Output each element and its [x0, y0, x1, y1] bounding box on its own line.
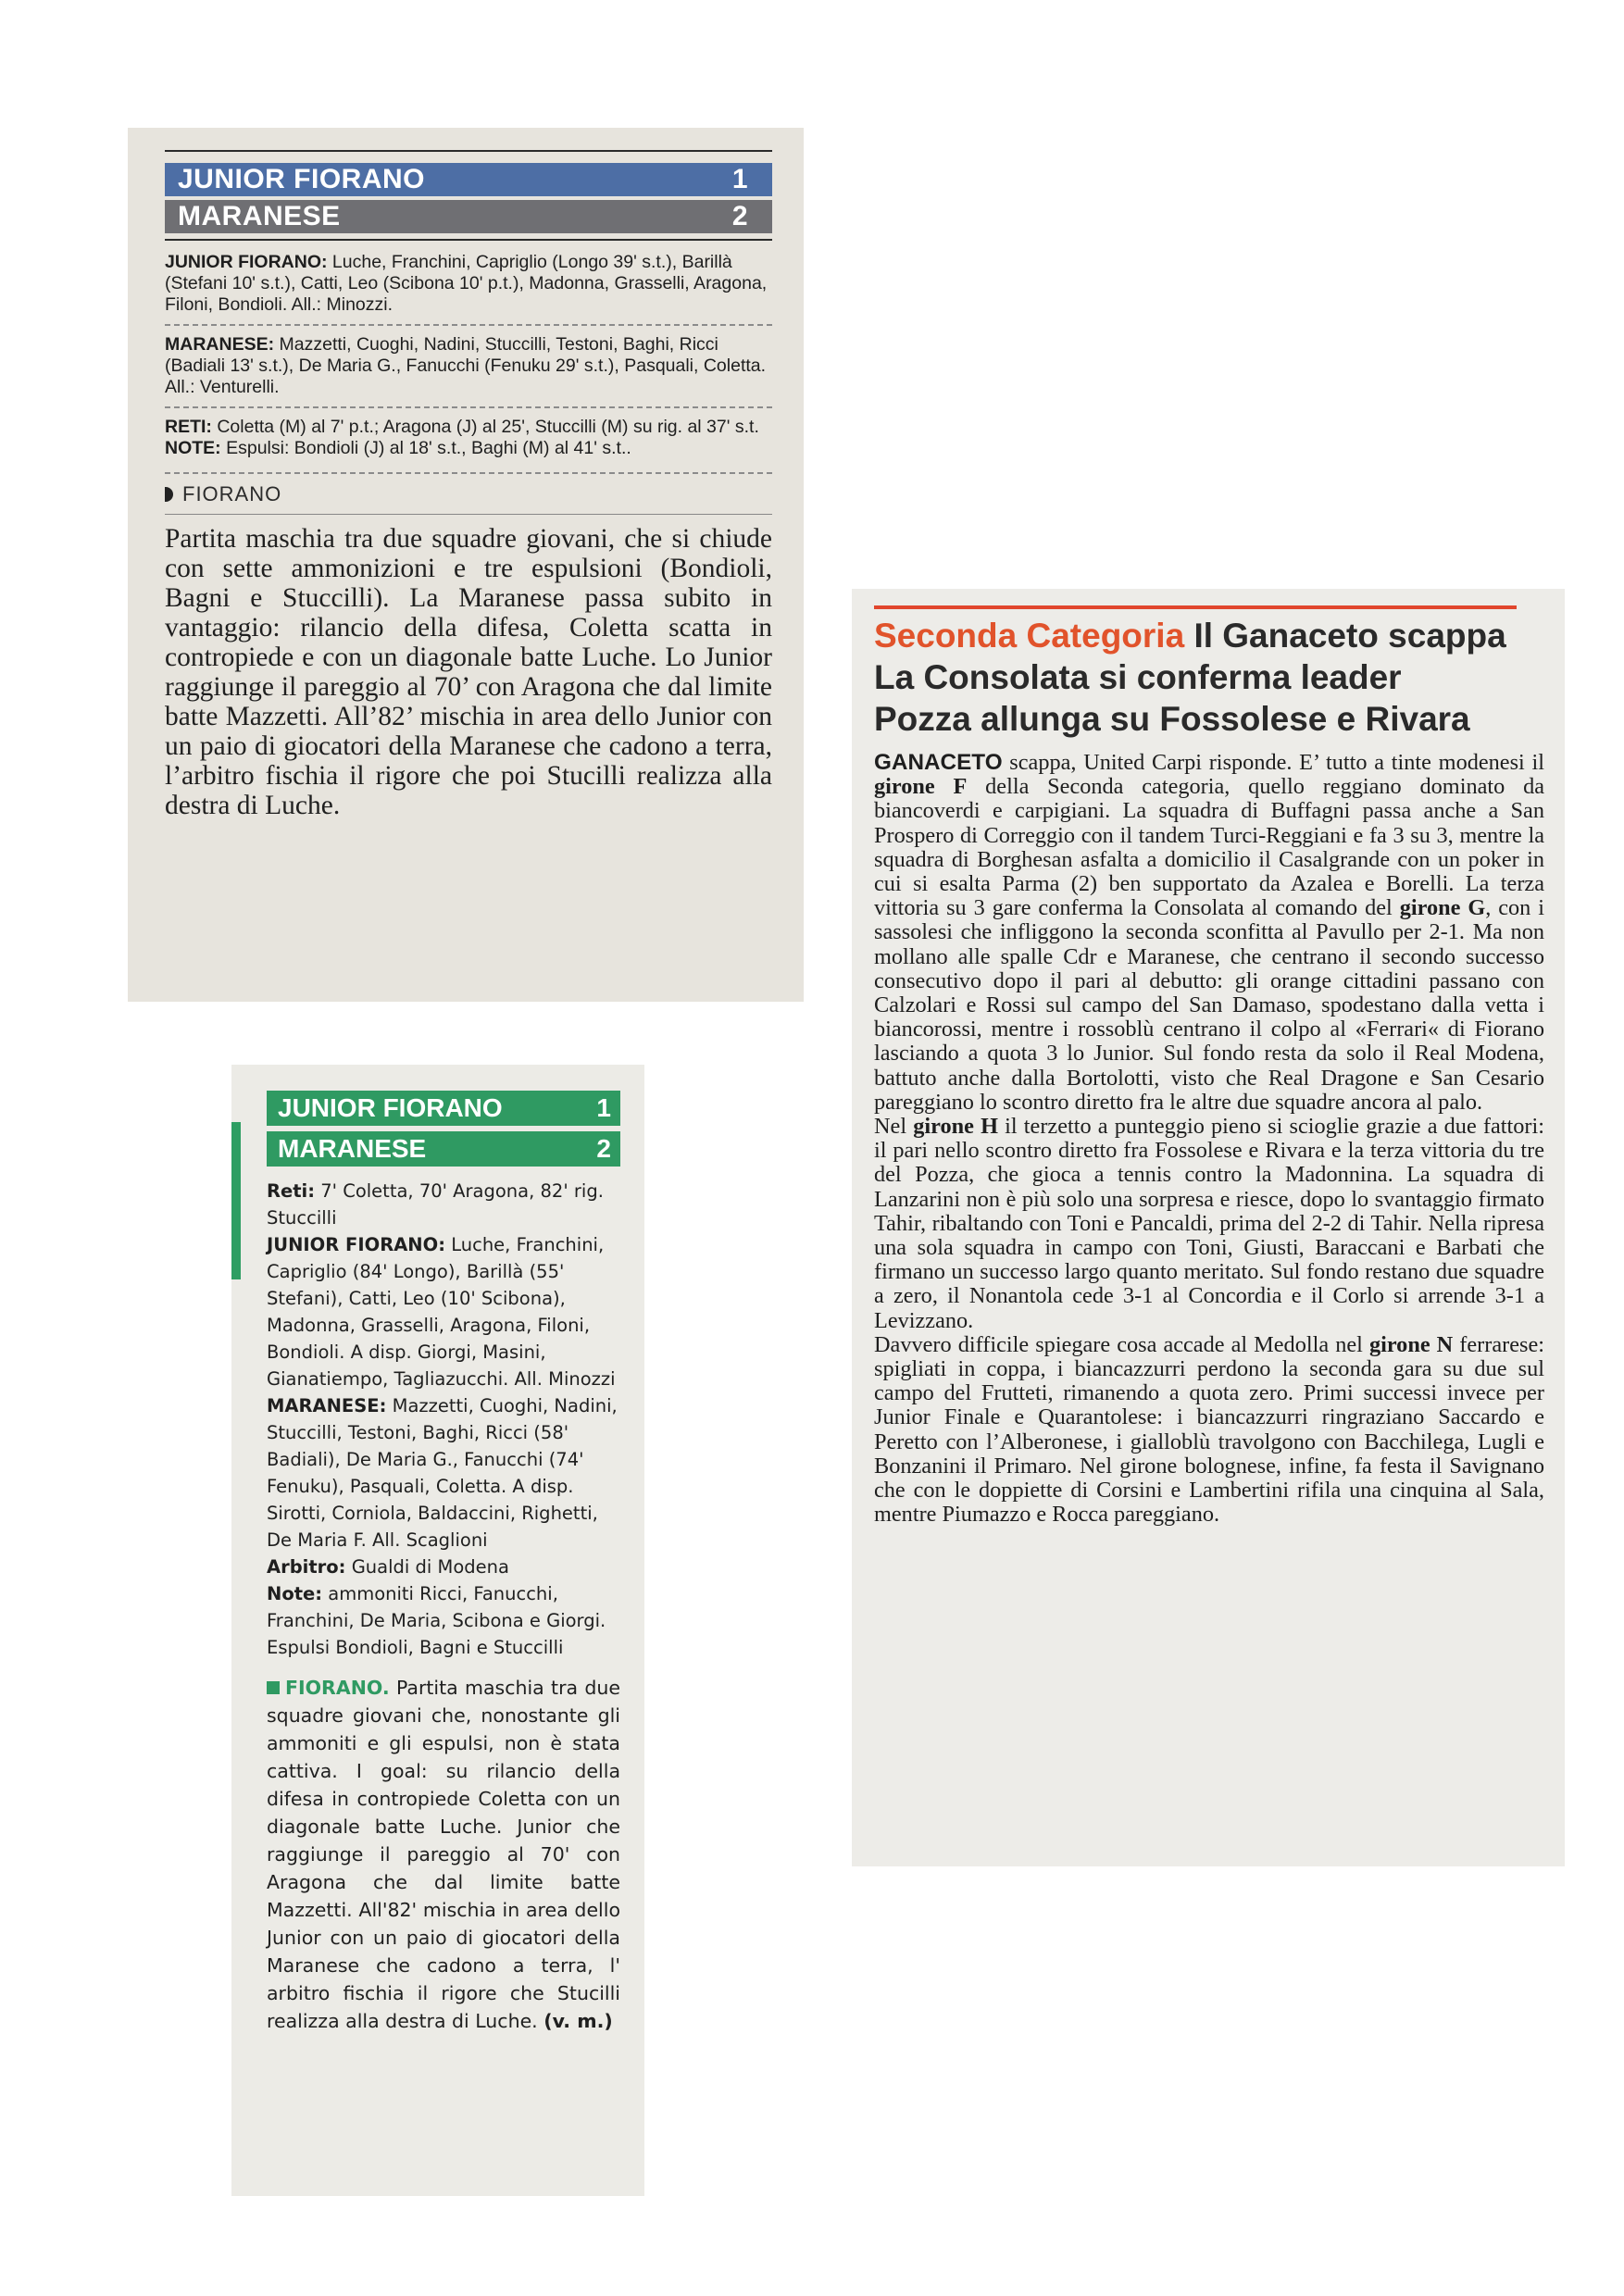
top-rule: [165, 150, 772, 152]
match-details: [267, 1178, 620, 1661]
goals-text: Coletta (M) al 7' p.t.; Aragona (J) al 25', Stuccilli (M) su rig. al 37' s.t.: [217, 417, 759, 437]
paragraph-1: [874, 751, 1544, 1115]
notes-label: NOTE:: [165, 438, 221, 458]
paragraph-3: [874, 1333, 1544, 1528]
accent-bar: [231, 1122, 241, 1279]
away-score-bar: [267, 1131, 620, 1167]
group-name: girone H: [913, 1114, 998, 1140]
text-run: scappa, United Carpi risponde. E’ tutto a tinte modenesi il: [1002, 750, 1544, 775]
article-body: [267, 1674, 620, 2035]
notes-line: [267, 1580, 620, 1661]
text-run: Davvero difficile spiegare cosa accade al Medolla nel: [874, 1331, 1369, 1357]
notes-line: [165, 438, 772, 459]
home-lineup-text: Luche, Franchini, Capriglio (84' Longo), Barillà (55' Stefani), Catti, Leo (10' Scibona), Madonna, Grasselli, Aragona, Filoni, Bondioli. A disp. Giorgi, Masini, Gianatiempo, Tagliazucchi. All. Minozzi: [267, 1234, 616, 1390]
away-lineup-text: Mazzetti, Cuoghi, Nadini, Stuccilli, Testoni, Baghi, Ricci (Badiali 13' s.t.), De Maria G., Fanucchi (Fenuku 29' s.t.), Pasquali, Coletta. All.: Venturelli.: [165, 334, 767, 397]
home-lineup: [165, 252, 772, 316]
category-label: Seconda Categoria: [874, 617, 1185, 655]
away-team-name: MARANESE: [278, 1134, 427, 1163]
divider: [165, 324, 772, 326]
headline-line-1: [874, 615, 1544, 656]
away-lineup-label: MARANESE:: [267, 1395, 387, 1416]
text-run: Nel: [874, 1114, 914, 1140]
clipping-match-report-b: [231, 1065, 644, 2196]
byline: (v. m.): [543, 2010, 613, 2032]
divider: [165, 472, 772, 474]
goals-line: [165, 417, 772, 438]
group-name: girone N: [1368, 1331, 1454, 1357]
paragraph-2: [874, 1115, 1544, 1333]
group-name: girone F: [874, 774, 968, 800]
goals-label: RETI:: [165, 417, 212, 437]
home-team-score: 1: [731, 164, 748, 194]
home-team-name: JUNIOR FIORANO: [278, 1093, 503, 1122]
dateline-rule: [165, 514, 772, 515]
away-lineup: [165, 334, 772, 398]
text-run: , con i sassolesi che infliggono la seconda sconfitta al Pavullo per 2-1. Ma non mollano alle spalle Cdr e Maranese, che centrano il secondo successo consecutivo dopo il pari al debutto: gli orange cittadini passano con Calzolari e Rossi sul campo del San Damaso, spodestano dalla vetta i biancorossi, mentre i rossoblù centrano il colpo al «Ferrari« di Fiorano lasciando a quota 3 lo Junior. Sul fondo resta da solo il Real Modena, battuto anche dalla Bortolotti, visto che Real Dragone e San Cesario pareggiano lo scontro diretto fra le altre due squadre ancora al palo.: [874, 895, 1544, 1115]
article-text: Partita maschia tra due squadre giovani che, nonostante gli ammoniti e gli espulsi, non è stata cattiva. I goal: su rilancio della difesa in contropiede Coletta con un diagonale batte Luche. Junior che raggiunge il pareggio al 70' con Aragona che dal limite batte Mazzetti. All'82' mischia in area dello Junior con un paio di giocatori della Maranese che cadono a terra, l' arbitro fischia il rigore che Stucilli realizza alla destra di Luche.: [267, 1677, 620, 2032]
home-team-score: 1: [596, 1093, 611, 1122]
home-lineup-label: JUNIOR FIORANO:: [267, 1234, 446, 1255]
group-name: girone G: [1399, 895, 1486, 921]
dateline-square-icon: [267, 1681, 280, 1694]
referee-label: Arbitro:: [267, 1556, 346, 1578]
text-run: il terzetto a punteggio pieno si scioglie grazie a due fattori: il pari nello scontro diretto fra Fossolese e Rivara e la terza vittoria du tre del Pozza, che gioca a tennis contro la Madonnina. La squadra di Lanzarini non è più solo una sorpresa e riesce, dopo lo svantaggio firmato Tahir, ribaltando con Toni e Pancaldi, prima del 2-2 di Tahir. Nella ripresa una sola squadra in campo con Toni, Giusti, Baraccani e Barbati che firmano un successo largo quanto meritato. Sul fondo restano due squadre a zero, il Nonantola cede 3-1 al Concordia e il Corlo si arrende 3-1 a Levizzano.: [874, 1114, 1545, 1333]
away-lineup-label: MARANESE:: [165, 334, 275, 355]
dateline: [267, 1677, 390, 1699]
article-body: Partita maschia tra due squadre giovani, che si chiude con sette ammonizioni e tre espulsioni (Bondioli, Bagni e Stuccilli). La Maranese passa subito in vantaggio: rilancio della difesa, Coletta scatta in contropiede e con un diagonale batte Luche. Lo Junior raggiunge il pareggio al 70’ con Aragona che dal limite batte Mazzetti. All’82’ mischia in area dello Junior con un paio di giocatori della Maranese che cadono a terra, l’arbitro fischia il rigore che poi Stucilli realizza alla destra di Luche.: [165, 524, 772, 820]
text-run: ferrarese: spigliati in coppa, i biancazzurri perdono la seconda gara su due sul campo del Frutteti, rimanendo a quota zero. Primi successi invece per Junior Finale e Quarantolese: i biancazzurri ringraziano Saccardo e Peretto con l’Alberonese, i gialloblù travolgono con Bacchilega, Lugli e Bonzanini il Primaro. Nel girone bolognese, infine, fa festa il Savignano che con le doppiette di Corsini e Lambertini rifila una cinquina al Sala, mentre Piumazzo e Rocca pareggiano.: [874, 1331, 1544, 1528]
dateline: [165, 482, 772, 506]
notes-label: Note:: [267, 1583, 323, 1604]
home-lineup-label: JUNIOR FIORANO:: [165, 252, 328, 272]
away-score-bar: [165, 200, 772, 233]
home-team-name: JUNIOR FIORANO: [178, 164, 426, 194]
home-lineup: [267, 1231, 620, 1392]
headline-line-2: La Consolata si conferma leader: [874, 658, 1402, 696]
dateline-text: FIORANO.: [285, 1677, 390, 1699]
goals-text: 7' Coletta, 70' Aragona, 82' rig. Stuccilli: [267, 1180, 604, 1229]
article-body: [874, 751, 1544, 1528]
notes-text: Espulsi: Bondioli (J) al 18' s.t., Baghi (M) al 41' s.t..: [226, 438, 631, 458]
away-team-score: 2: [596, 1134, 611, 1163]
dateline-marker-icon: [165, 487, 173, 502]
top-rule: [874, 605, 1517, 609]
lead-word: GANACETO: [874, 750, 1003, 775]
referee-line: [267, 1554, 620, 1580]
referee-text: Gualdi di Modena: [351, 1556, 509, 1578]
home-score-bar: [267, 1091, 620, 1126]
goals-label: Reti:: [267, 1180, 316, 1202]
divider: [165, 406, 772, 408]
score-rule: [165, 239, 772, 241]
away-team-name: MARANESE: [178, 201, 341, 231]
text-run: della Seconda categoria, quello reggiano dominato da biancoverdi e carpigiani. La squadra di Buffagni passa anche a San Prospero di Correggio con il tandem Turci-Reggiani e fa 3 su 3, mentre la squadra di Borghesan asfalta a domicilio il Casalgrande con un poker in cui si esalta Parma (2) ben supportato da Azalea e Borelli. La terza vittoria su 3 gare conferma la Consolata al comando del: [874, 774, 1545, 921]
away-lineup-text: Mazzetti, Cuoghi, Nadini, Stuccilli, Testoni, Baghi, Ricci (58' Badiali), De Maria G., Fanucchi (74' Fenuku), Pasquali, Coletta. A disp. Sirotti, Corniola, Baldaccini, Righetti, De Maria F. All. Scaglioni: [267, 1395, 618, 1551]
headline-line-3: Pozza allunga su Fossolese e Rivara: [874, 700, 1470, 738]
dateline-text: FIORANO: [182, 482, 282, 505]
away-lineup: [267, 1392, 620, 1554]
headline: [874, 615, 1544, 740]
headline-text-1: Il Ganaceto scappa: [1193, 617, 1506, 655]
home-score-bar: [165, 163, 772, 196]
home-lineup-text: Luche, Franchini, Capriglio (Longo 39' s.t.), Barillà (Stefani 10' s.t.), Catti, Leo (Scibona 10' p.t.), Madonna, Grasselli, Aragona, Filoni, Bondioli. All.: Minozzi.: [165, 252, 768, 315]
goals-line: [267, 1178, 620, 1231]
notes-text: ammoniti Ricci, Fanucchi, Franchini, De Maria, Scibona e Giorgi. Espulsi Bondioli, Bagni e Stuccilli: [267, 1583, 606, 1658]
away-team-score: 2: [731, 201, 748, 231]
clipping-match-report-a: [128, 128, 804, 1002]
clipping-league-roundup: [852, 589, 1565, 1866]
